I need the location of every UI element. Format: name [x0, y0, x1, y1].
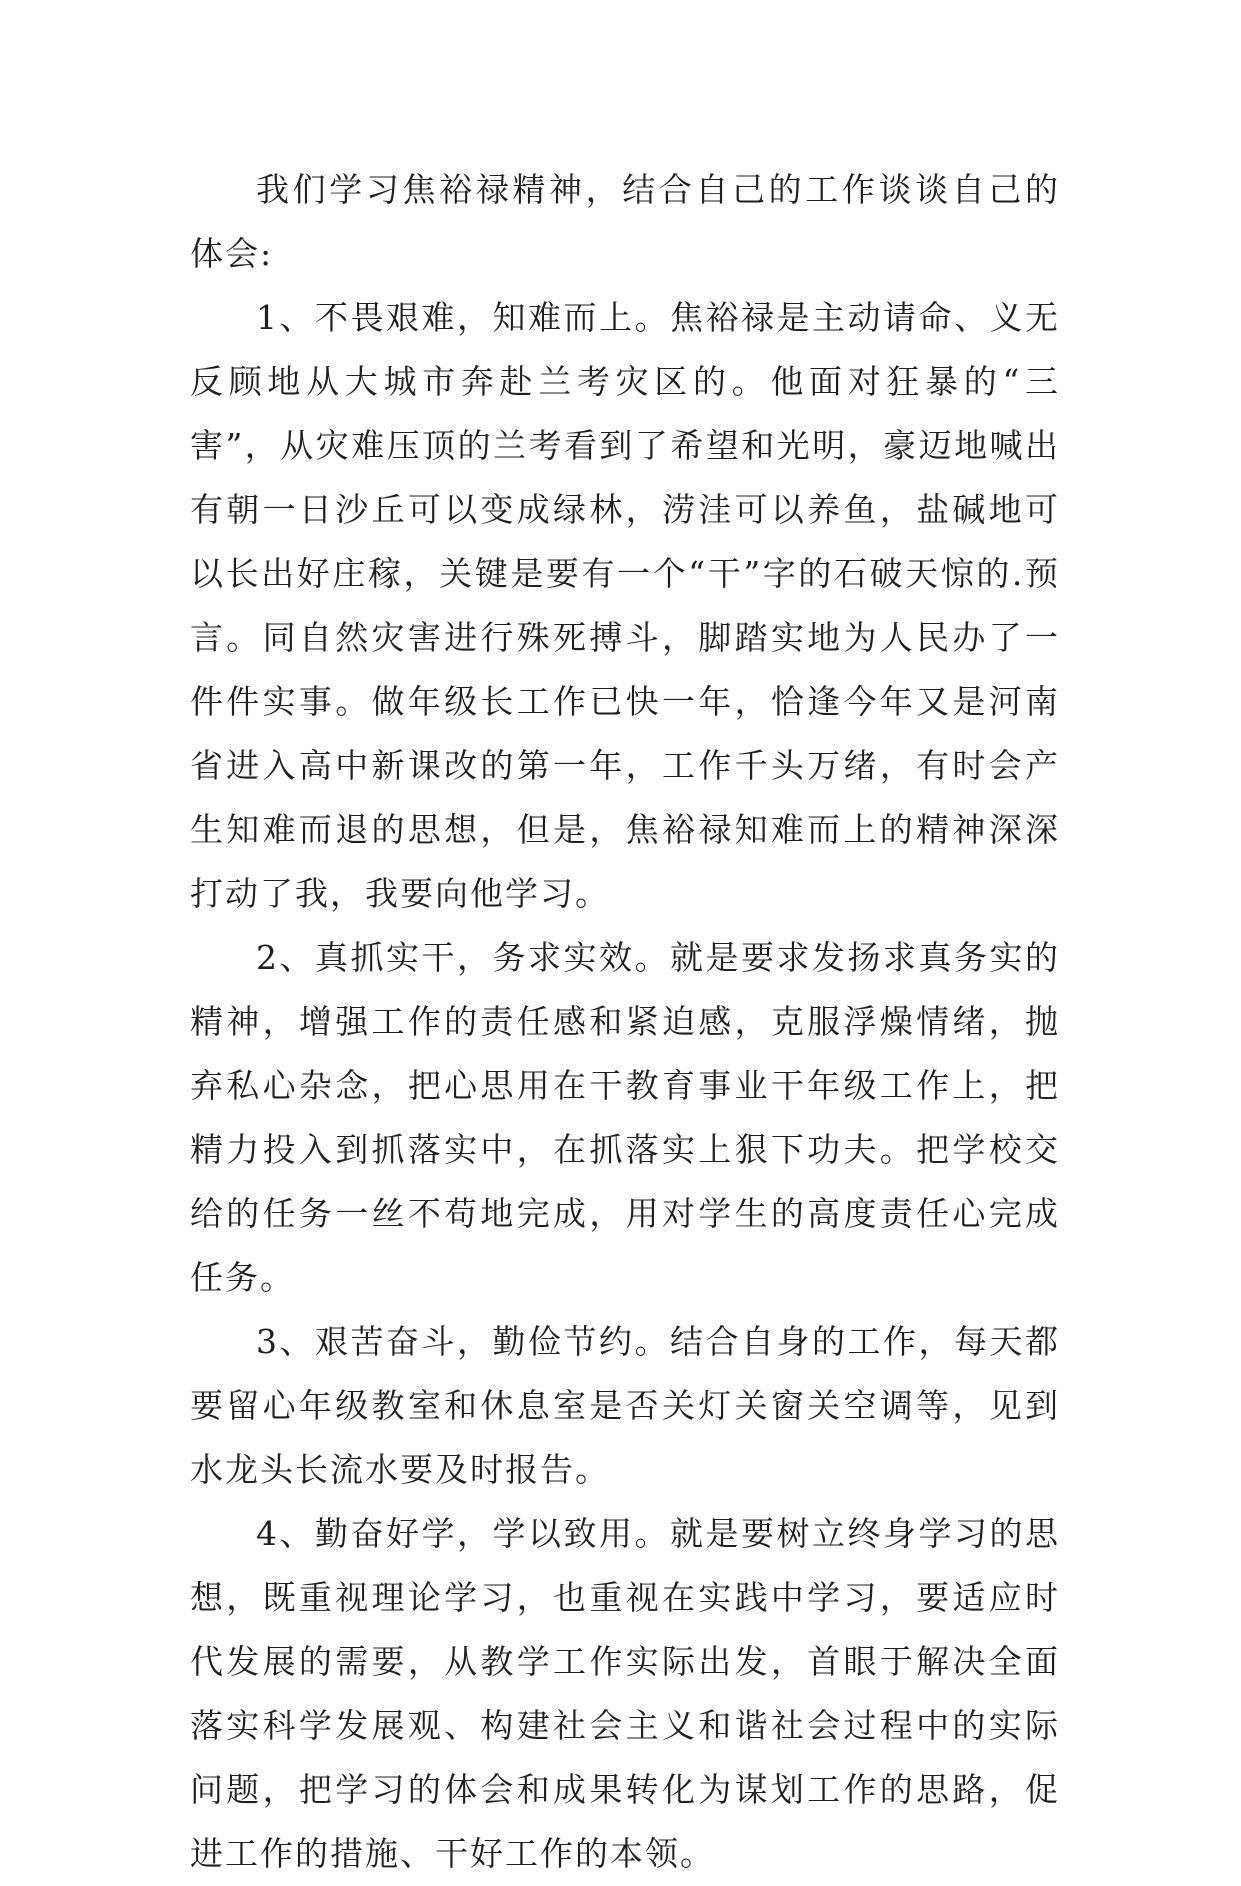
paragraph-point-4: 4、勤奋好学，学以致用。就是要树立终身学习的思想，既重视理论学习，也重视在实践中学习，要适应时代发展的需要，从教学工作实际出发，首眼于解决全面落实科学发展观、构建社会主义和谐社会过程中的实际问题，把学习的体会和成果转化为谋划工作的思路，促进工作的措施、干好工作的本领。 — [190, 1514, 1060, 1873]
paragraph-intro: 我们学习焦裕禄精神，结合自己的工作谈谈自己的体会: — [190, 170, 1060, 273]
paragraph-point-3: 3、艰苦奋斗，勤俭节约。结合自身的工作，每天都要留心年级教室和休息室是否关灯关窗关空调等，见到水龙头长流水要及时报告。 — [190, 1322, 1060, 1489]
document-body — [190, 158, 1060, 1886]
paragraph-point-2: 2、真抓实干，务求实效。就是要求发扬求真务实的精神，增强工作的责任感和紧迫感，克服浮燥情绪，抛弃私心杂念，把心思用在干教育事业干年级工作上，把精力投入到抓落实中，在抓落实上狠下功夫。把学校交给的任务一丝不苟地完成，用对学生的高度责任心完成任务。 — [190, 938, 1060, 1297]
paragraph-point-1: 1、不畏艰难，知难而上。焦裕禄是主动请命、义无反顾地从大城市奔赴兰考灾区的。他面对狂暴的“三害”，从灾难压顶的兰考看到了希望和光明，豪迈地喊出有朝一日沙丘可以变成绿林，涝洼可以养鱼，盐碱地可以长出好庄稼，关键是要有一个“干”字的石破天惊的.预言。同自然灾害进行殊死搏斗，脚踏实地为人民办了一件件实事。做年级长工作已快一年，恰逢今年又是河南省进入高中新课改的第一年，工作千头万绪，有时会产生知难而退的思想，但是，焦裕禄知难而上的精神深深打动了我，我要向他学习。 — [190, 298, 1060, 913]
